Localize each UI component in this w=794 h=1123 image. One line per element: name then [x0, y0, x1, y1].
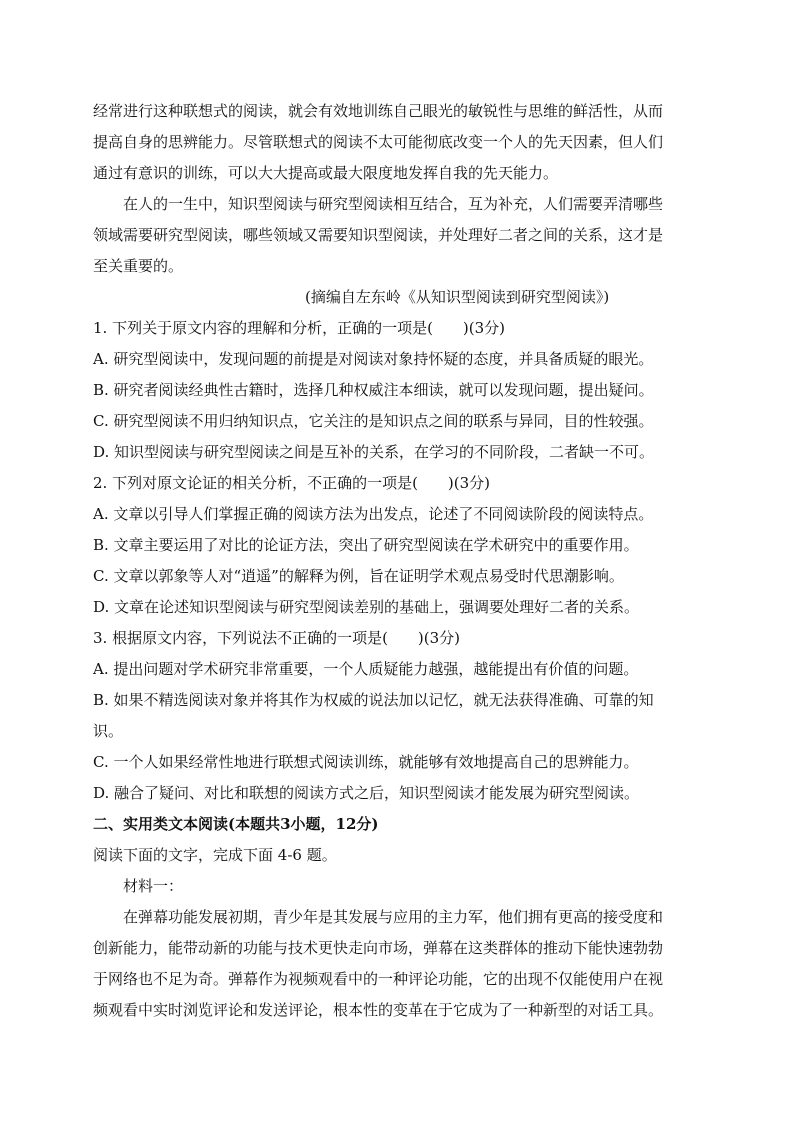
section-heading: 二、实用类文本阅读(本题共3小题，12分)	[93, 815, 379, 833]
conclusion-line: 在人的一生中，知识型阅读与研究型阅读相互结合，互为补充，人们需要弄清哪些	[123, 195, 664, 213]
question-stem: 3. 根据原文内容，下列说法不正确的一项是( )(3分)	[93, 629, 461, 647]
material-line: 于网络也不足为奇。弹幕作为视频观看中的一种评论功能，它的出现不仅能使用户在视	[93, 970, 664, 988]
passage-line: 提高自身的思辨能力。尽管联想式的阅读不太可能彻底改变一个人的先天因素，但人们	[93, 133, 664, 151]
question-stem: 1. 下列关于原文内容的理解和分析，正确的一项是( )(3分)	[93, 319, 506, 337]
question-option: C. 文章以郭象等人对“逍遥”的解释为例，旨在证明学术观点易受时代思潮影响。	[93, 567, 624, 585]
question-option: B. 文章主要运用了对比的论证方法，突出了研究型阅读在学术研究中的重要作用。	[93, 536, 639, 554]
source-citation: (摘编自左东岭《从知识型阅读到研究型阅读》)	[305, 288, 610, 306]
question-3	[93, 623, 705, 809]
question-option: D. 文章在论述知识型阅读与研究型阅读差别的基础上，强调要处理好二者的关系。	[93, 598, 640, 616]
passage-line: 经常进行这种联想式的阅读，就会有效地训练自己眼光的敏锐性与思维的鲜活性，从而	[93, 102, 664, 120]
question-option: A. 研究型阅读中，发现问题的前提是对阅读对象持怀疑的态度，并具备质疑的眼光。	[93, 350, 654, 368]
material-line: 创新能力，能带动新的功能与技术更快走向市场，弹幕在这类群体的推动下能快速勃勃	[93, 939, 664, 957]
section-2	[93, 809, 705, 1026]
passage-line: 通过有意识的训练，可以大大提高或最大限度地发挥自我的先天能力。	[93, 164, 559, 182]
question-option: C. 一个人如果经常性地进行联想式阅读训练，就能够有效地提高自己的思辨能力。	[93, 753, 639, 771]
conclusion-line: 至关重要的。	[93, 257, 184, 275]
question-option: B. 如果不精选阅读对象并将其作为权威的说法加以记忆，就无法获得准确、可靠的知	[93, 691, 654, 709]
conclusion-line: 领域需要研究型阅读，哪些领域又需要知识型阅读，并处理好二者之间的关系，这才是	[93, 226, 664, 244]
question-option-continued: 识。	[93, 722, 124, 740]
material-line: 频观看中实时浏览评论和发送评论，根本性的变革在于它成为了一种新型的对话工具。	[93, 1001, 664, 1019]
material-line: 在弹幕功能发展初期，青少年是其发展与应用的主力军，他们拥有更高的接受度和	[123, 908, 664, 926]
question-1	[93, 313, 705, 468]
question-option: A. 提出问题对学术研究非常重要，一个人质疑能力越强，越能提出有价值的问题。	[93, 660, 639, 678]
passage-continuation	[93, 96, 705, 189]
question-2	[93, 468, 705, 623]
question-option: B. 研究者阅读经典性古籍时，选择几种权威注本细读，就可以发现问题，提出疑问。	[93, 381, 654, 399]
question-option: C. 研究型阅读不用归纳知识点，它关注的是知识点之间的联系与异同，目的性较强。	[93, 412, 654, 430]
question-option: D. 融合了疑问、对比和联想的阅读方式之后，知识型阅读才能发展为研究型阅读。	[93, 784, 640, 802]
section-instruction: 阅读下面的文字，完成下面 4-6 题。	[93, 846, 337, 864]
question-stem: 2. 下列对原文论证的相关分析，不正确的一项是( )(3分)	[93, 474, 491, 492]
question-option: D. 知识型阅读与研究型阅读之间是互补的关系，在学习的不同阶段，二者缺一不可。	[93, 443, 655, 461]
conclusion-paragraph	[93, 189, 705, 282]
document-page	[93, 96, 705, 1026]
material-label: 材料一：	[123, 877, 184, 895]
question-option: A. 文章以引导人们掌握正确的阅读方法为出发点，论述了不同阅读阶段的阅读特点。	[93, 505, 654, 523]
